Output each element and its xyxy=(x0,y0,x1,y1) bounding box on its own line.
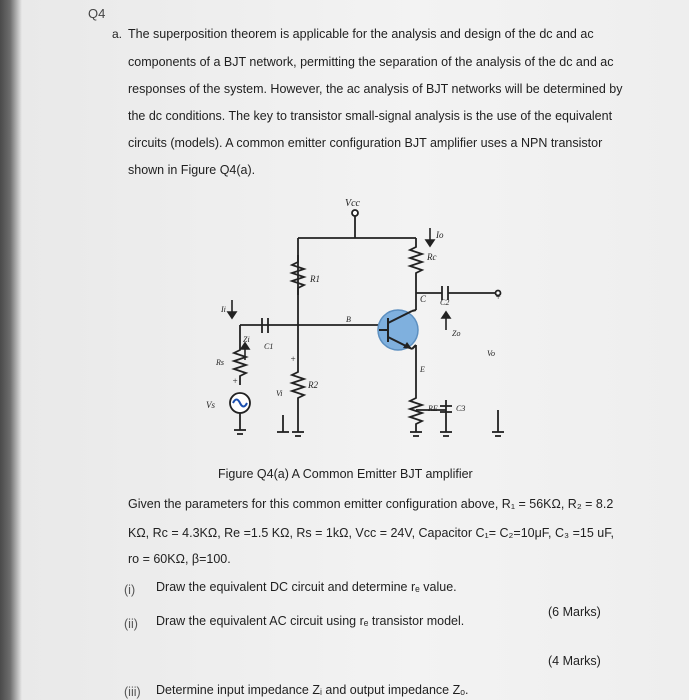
label-re: RE xyxy=(428,404,438,413)
label-ii: Ii xyxy=(221,305,226,314)
subq-text: Draw the equivalent AC circuit using rₑ transistor model. xyxy=(156,614,465,628)
label-vs: Vs xyxy=(206,400,215,410)
label-io: Io xyxy=(436,230,444,240)
intro-line: responses of the system. However, the ac analysis of BJT networks will be determined by xyxy=(128,82,623,96)
intro-line: circuits (models). A common emitter configuration BJT amplifier uses a NPN transistor xyxy=(128,136,603,150)
label-c1: C1 xyxy=(264,342,274,351)
label-plus-vi: + xyxy=(290,354,297,364)
subq-number: (i) xyxy=(124,583,136,597)
intro-line: the dc conditions. The key to transistor small-signal analysis is the use of the equivalent xyxy=(128,109,613,123)
label-vi: Vi xyxy=(276,389,283,398)
subq-number: (ii) xyxy=(124,617,138,631)
label-vcc: Vcc xyxy=(345,198,360,209)
label-vo: Vo xyxy=(487,349,495,358)
subq-text: Determine input impedance Zᵢ and output impedance Zₒ. xyxy=(156,683,469,697)
intro-line: shown in Figure Q4(a). xyxy=(128,163,256,177)
subq-marks: (6 Marks) xyxy=(548,605,601,619)
part-letter: a. xyxy=(112,27,123,41)
intro-line: components of a BJT network, permitting the separation of the analysis of the dc and ac xyxy=(128,55,614,69)
intro-line: The superposition theorem is applicable for the analysis and design of the dc and ac xyxy=(128,27,594,41)
label-c3: C3 xyxy=(456,404,466,413)
label-plus-rs: + xyxy=(232,376,239,386)
label-e: E xyxy=(420,365,425,374)
question-number: Q4 xyxy=(88,6,106,21)
subq-marks: (4 Marks) xyxy=(548,654,601,668)
label-zo: Zo xyxy=(452,329,461,338)
figure-caption: Figure Q4(a) A Common Emitter BJT amplifier xyxy=(218,467,473,481)
label-c2: C2 xyxy=(440,298,450,307)
label-c: C xyxy=(420,294,427,304)
label-plus-vo: + xyxy=(495,292,502,302)
label-rs: Rs xyxy=(216,358,224,367)
label-r2: R2 xyxy=(308,380,318,390)
subq-text: Draw the equivalent DC circuit and determine rₑ value. xyxy=(156,580,457,594)
param-line: ro = 60KΩ, β=100. xyxy=(128,552,231,566)
label-r1: R1 xyxy=(310,274,320,284)
subq-number: (iii) xyxy=(124,685,141,699)
label-zi: Zi xyxy=(243,335,250,344)
param-line: KΩ, Rc = 4.3KΩ, Re =1.5 KΩ, Rs = 1kΩ, Vcc = 24V, Capacitor C₁= C₂=10μF, C₃ =15 uF, xyxy=(128,526,614,540)
label-rc: Rc xyxy=(427,252,437,262)
param-line: Given the parameters for this common emitter configuration above, R₁ = 56KΩ, R₂ = 8.2 xyxy=(128,497,614,511)
label-b: B xyxy=(346,315,351,324)
